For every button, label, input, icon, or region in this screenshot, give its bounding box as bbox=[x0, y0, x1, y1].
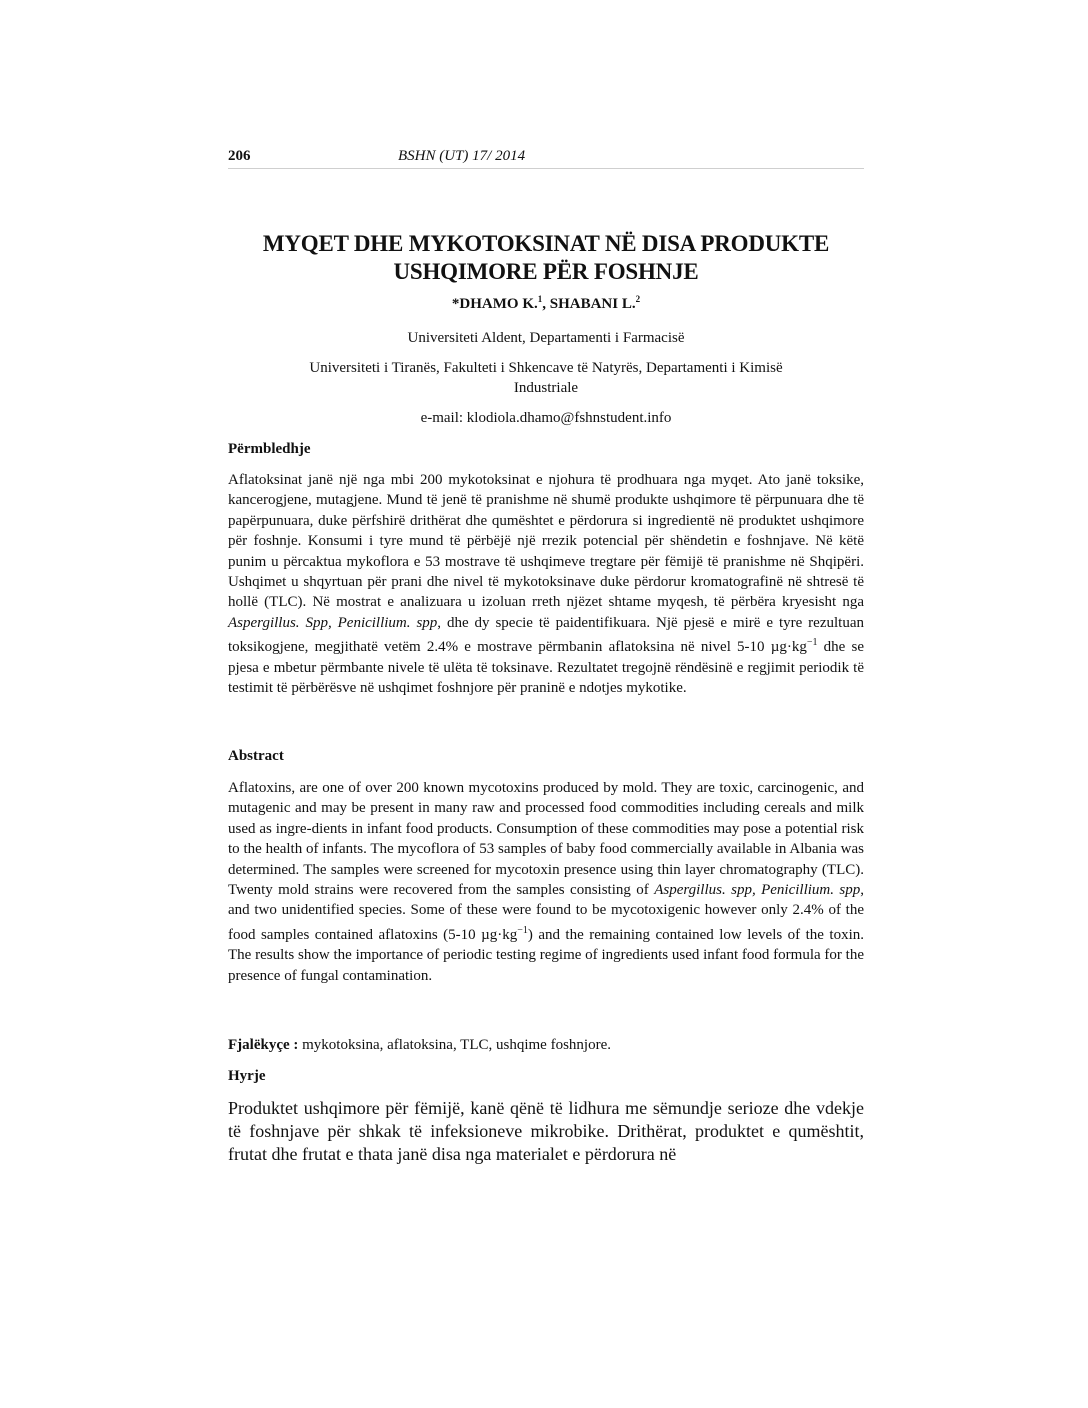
contact-email: e-mail: klodiola.dhamo@fshnstudent.info bbox=[420, 410, 672, 426]
abstract-text-1: Aflatoxins, are one of over 200 known mycotoxins produced by mold. They are toxic, carcinogenic, and mutagenic and may be present in many raw and processed food commodities including cereals and milk used as ingre-dients in infant food products. Consumption of these commodities may pose a potential risk to the health of infants. The mycoflora of 53 samples of baby food commercially available in Albania was determined. The samples were screened for mycotoxin presence using thin layer chromatography (TLC). Twenty mold strains were recovered from the samples consisting of bbox=[228, 780, 864, 899]
keywords-label: Fjalëkyçe : bbox=[228, 1037, 299, 1053]
abstract-text-3: ) and the remaining contained low levels of the toxin. The results show the importance of periodic testing regime of ingredients used infant food formula for the presence of fungal contamination. bbox=[228, 926, 864, 984]
title-line-1: MYQET DHE MYKOTOKSINAT NË DISA PRODUKTE bbox=[262, 231, 830, 256]
affiliation-2-line-2: Industriale bbox=[513, 380, 579, 396]
title-line-2: USHQIMORE PËR FOSHNJE bbox=[393, 259, 699, 284]
permbledhje-text-1: Aflatoksinat janë një nga mbi 200 mykotoksinat e njohura të prodhuara nga myqet. Ato janë toksike, kancerogjene, mutagjene. Mund të jenë të pranishme në shumë produkte ushqimore të përpunuara dhe të papërpunuara, duke përfshirë drithërat dhe qumështet e përdorura si ingredientë në produktet ushqimore për foshnje. Konsumi i tyre mund të përbëjë një rrezik potencial për shëndetin e foshnjave. Në këtë punim u përcaktua mykoflora e 53 mostrave të ushqimeve tregtare për fëmijë të pranishme në Shqipëri. Ushqimet u shqyrtuan për prani dhe nivel të mykotoksinave duke përdorur kromatografinë në shtresë të hollë (TLC). Në mostrat e analizuara u izoluan rreth njëzet shtame myqesh, të përbëra kryesisht nga bbox=[228, 472, 864, 611]
authors bbox=[228, 294, 864, 313]
abstract-unit-exponent: −1 bbox=[517, 924, 528, 936]
keywords bbox=[228, 1037, 611, 1054]
permbledhje-paragraph bbox=[228, 470, 864, 698]
author-separator: , bbox=[542, 296, 550, 312]
hyrje-heading: Hyrje bbox=[228, 1068, 266, 1084]
author-1: *DHAMO K. bbox=[451, 296, 538, 312]
affiliation-1: Universiteti Aldent, Departamenti i Farmacisë bbox=[407, 330, 685, 346]
permbledhje-heading: Përmbledhje bbox=[228, 441, 311, 457]
abstract-paragraph bbox=[228, 778, 864, 986]
keywords-value: mykotoksina, aflatoksina, TLC, ushqime foshnjore. bbox=[298, 1037, 611, 1053]
abstract-heading: Abstract bbox=[228, 748, 284, 764]
permbledhje-text-2: , dhe dy specie të paidentifikuara. Një pjesë e mirë e tyre rezultuan toksikogjene, megjithatë vetëm 2.4% e mostrave përmbanin aflatoksina në nivel 5-10 µg·kg bbox=[228, 614, 864, 656]
affiliation-2-line-1: Universiteti i Tiranës, Fakulteti i Shkencave të Natyrës, Departamenti i Kimisë bbox=[309, 360, 783, 376]
page-number: 206 bbox=[228, 148, 251, 164]
hyrje-paragraph: Produktet ushqimore për fëmijë, kanë qënë të lidhura me sëmundje serioze dhe vdekje të foshnjave për shkak të infeksioneve mikrobike. Drithërat, produktet e qumështit, frutat dhe frutat e thata janë disa nga materialet e përdorura në bbox=[228, 1098, 864, 1164]
running-header bbox=[228, 146, 864, 169]
paper-title bbox=[228, 230, 864, 286]
abstract-species: Aspergillus. spp, Penicillium. spp bbox=[654, 882, 861, 899]
journal-name: BSHN (UT) 17/ 2014 bbox=[398, 148, 526, 164]
permbledhje-unit-exponent: −1 bbox=[806, 637, 818, 649]
author-1-affiliation-mark: 1 bbox=[537, 294, 543, 304]
permbledhje-species: Aspergillus. Spp, Penicillium. spp bbox=[228, 614, 438, 631]
author-2: SHABANI L. bbox=[549, 296, 636, 312]
affiliation-2 bbox=[228, 358, 864, 398]
abstract-text-2: , and two unidentified species. Some of these were found to be mycotoxigenic however only 2.4% of the food samples contained aflatoxins (5-10 µg·kg bbox=[228, 882, 864, 943]
permbledhje-text-3: dhe se pjesa e mbetur përmbante nivele të ulëta të toksinave. Rezultatet tregojnë rëndësinë e regjimit periodik të testimit të përbërësve në ushqimet foshnjore për praninë e ndotjes mykotike. bbox=[228, 639, 864, 697]
author-2-affiliation-mark: 2 bbox=[635, 294, 641, 304]
